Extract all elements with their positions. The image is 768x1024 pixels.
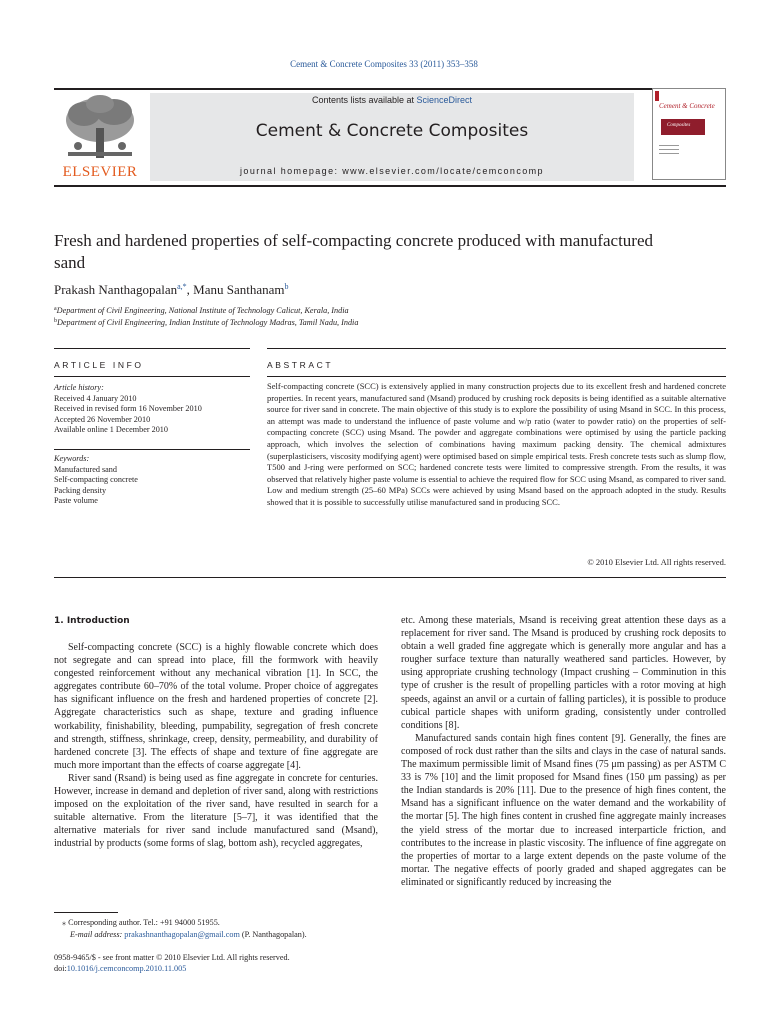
- affiliation-a: [54, 306, 349, 315]
- article-info-heading: ARTICLE INFO: [54, 360, 144, 370]
- history-item: Available online 1 December 2010: [54, 425, 168, 434]
- author-name: Prakash Nanthagopalan: [54, 282, 178, 297]
- keyword: Packing density: [54, 485, 107, 495]
- cover-line: [659, 145, 679, 146]
- abstract-bottom-rule: [54, 577, 726, 578]
- article-info-top-rule: [54, 348, 250, 349]
- paragraph: Manufactured sands contain high fines content [9]. Generally, the fines are composed of rock dust rather than the silts and clays in the case of natural sands. The maximum permissible limit of Msand fines (75 μm passing) as per ASTM C 33 is 7% [10] and the limit proposed for Msand fines (150 μm passing) as per the Indian standards is 20% [11]. Due to the presence of high fines content, the Msand has a significant influence on the water demand and the workability of the mortar [5]. The high fines content in crushed fine aggregate mainly increases the yield stress of the mortar due to increased interparticle friction, and contributes to the increase in plastic viscosity. The influence of fine aggregate on the properties of mortar to a large extent depends on the paste volume of the mortar. The negative effects of poorly graded and shaped aggregates can be eliminated or significantly reduced by increasing the: [401, 732, 726, 888]
- paragraph: Self-compacting concrete (SCC) is a highly flowable concrete which does not segregate and can spread into place, fill the formwork with heavily congested reinforcement without any mechanical vibration [1]. In SCC, the aggregates contribute 60–70% of the total volume. Proper choice of aggregates has significant influence on the fresh and hardened properties of concrete [2]. Aggregate characteristics such as shape, texture and grading influence workability, finishability, bleeding, pumpability, segregation of fresh concrete and strength, stiffness, shrinkage, creep, density, permeability, and durability of hardened concrete [3]. The effects of shape and texture of fine aggregate are much more important than the effects of coarse aggregate [4].: [54, 642, 378, 771]
- cover-line: [659, 149, 679, 150]
- author-affiliation-mark[interactable]: b: [284, 282, 289, 291]
- author-separator: ,: [186, 282, 194, 297]
- sciencedirect-link[interactable]: ScienceDirect: [416, 95, 473, 105]
- author-name: Manu Santhanam: [193, 282, 285, 297]
- contents-line: [150, 95, 634, 105]
- history-item: Accepted 26 November 2010: [54, 414, 151, 424]
- email-suffix: (P. Nanthagopalan).: [239, 930, 307, 939]
- keyword: Self-compacting concrete: [54, 475, 138, 484]
- elsevier-wordmark: ELSEVIER: [62, 164, 138, 180]
- article-history: [54, 383, 250, 436]
- footnote-rule: [54, 912, 118, 913]
- cover-title: Cement & Concrete: [659, 102, 715, 110]
- doi-line: [54, 963, 186, 974]
- header-rule-top: [54, 88, 726, 90]
- section-heading: 1. Introduction: [54, 616, 130, 626]
- paragraph: etc. Among these materials, Msand is receiving great attention these days as a replacement for river sand. The Msand is produced by crushing rock deposits to obtain a well graded fine aggregate which is generally more angular and has a rougher surface texture than naturally weathered sand particles. However, by using appropriate crushing technology (Impact crushing – Comminution in this type of crusher is the result of propelling particles with a rotor moving at high speeds, against an anvil or a curtain of falling particles), it is possible to produce cubical particle shapes with uniform grading, consistently under controlled conditions [8].: [401, 615, 726, 731]
- copyright: © 2010 Elsevier Ltd. All rights reserved.: [587, 557, 726, 567]
- history-label: Article history:: [54, 383, 104, 392]
- contents-prefix: Contents lists available at: [311, 95, 417, 105]
- author-affiliation-mark[interactable]: a,*: [177, 282, 187, 291]
- affiliation-mark: b: [54, 318, 57, 324]
- header-rule-bottom: [54, 185, 726, 187]
- cover-stripe: [655, 91, 659, 101]
- abstract-heading: ABSTRACT: [267, 360, 334, 370]
- email-line: [70, 929, 307, 940]
- email-link[interactable]: prakashnanthagopalan@gmail.com: [124, 930, 240, 939]
- keywords-label: Keywords:: [54, 454, 90, 463]
- cover-line: [659, 153, 679, 154]
- journal-title: Cement & Concrete Composites: [255, 121, 529, 141]
- keyword: Manufactured sand: [54, 464, 117, 474]
- keyword: Paste volume: [54, 496, 98, 505]
- issn-line: 0958-9465/$ - see front matter © 2010 Elsevier Ltd. All rights reserved.: [54, 953, 290, 962]
- journal-reference[interactable]: Cement & Concrete Composites 33 (2011) 353–358: [290, 59, 478, 69]
- doi-link[interactable]: 10.1016/j.cemconcomp.2010.11.005: [66, 964, 187, 973]
- journal-cover-thumbnail: [652, 88, 726, 180]
- affiliation-text: Department of Civil Engineering, National Institute of Technology Calicut, Kerala, India: [56, 306, 349, 315]
- email-label: E-mail address:: [70, 930, 125, 939]
- cover-subtitle: Composites: [667, 123, 691, 128]
- paragraph: River sand (Rsand) is being used as fine aggregate in concrete for centuries. However, increase in demand and depletion of river sand, along with restrictions imposed on the exploitation of the river sand, have resulted in search for a suitable alternative. From the literature [5–7], it was identified that the alternative materials for river sand include manufactured sand (Msand), industrial by products (some forms of slag, bottom ash), recycled aggregates,: [54, 772, 378, 850]
- keywords-rule: [54, 449, 250, 450]
- journal-homepage[interactable]: journal homepage: www.elsevier.com/locate/cemconcomp: [240, 166, 544, 176]
- left-column: [54, 641, 378, 851]
- affiliation-mark: a: [54, 306, 57, 312]
- abstract-rule: [267, 376, 726, 377]
- article-title: Fresh and hardened properties of self-compacting concrete produced with manufactured sand: [54, 231, 654, 272]
- abstract-top-rule: [267, 348, 726, 349]
- right-column: [401, 614, 726, 889]
- history-item: Received 4 January 2010: [54, 393, 137, 403]
- corresponding-author: ⁎ Corresponding author. Tel.: +91 94000 51955.: [62, 918, 220, 927]
- abstract-text: Self-compacting concrete (SCC) is extensively applied in many construction projects due to its excellent fresh and hardened concrete properties. In recent years, manufactured sand (Msand) produced by crushing rock deposits is being identified as a suitable alternative source for river sand in concrete. The main objective of this study is to explore the possibility of using Msand in SCC. In this process, an attempt was made to understand the influence of paste volume and w/p ratio (water to powder ratio) on the properties of self-compacting concrete (SCC) using Msand. The powder and aggregate combinations were optimised by using the particle packing approach, which involves the selection of combinations having maximum packing density. The chemical admixtures (superplasticisers, viscosity modifying agent) were optimised based on simple empirical tests. Fresh concrete tests such as slump flow, T500 and J-ring were performed on SCC; hardened concrete tests were limited to compressive strength. From the results, it was observed that relatively higher paste volume is essential to achieve the required flow for SCC using Msand, as compared to river sand. Low and medium strength (25–60 MPa) SCCs were achieved by using Msand based on the approach adopted in the study. Results showed that it is possible to successfully utilise manufactured sand in producing SCC.: [267, 381, 726, 507]
- author-line: [54, 282, 289, 298]
- keywords: [54, 454, 250, 507]
- doi-label: doi:: [54, 964, 67, 973]
- article-info-rule: [54, 376, 250, 377]
- affiliation-b: [54, 318, 358, 327]
- affiliation-text: Department of Civil Engineering, Indian Institute of Technology Madras, Tamil Nadu, India: [57, 318, 359, 327]
- history-item: Received in revised form 16 November 2010: [54, 404, 202, 413]
